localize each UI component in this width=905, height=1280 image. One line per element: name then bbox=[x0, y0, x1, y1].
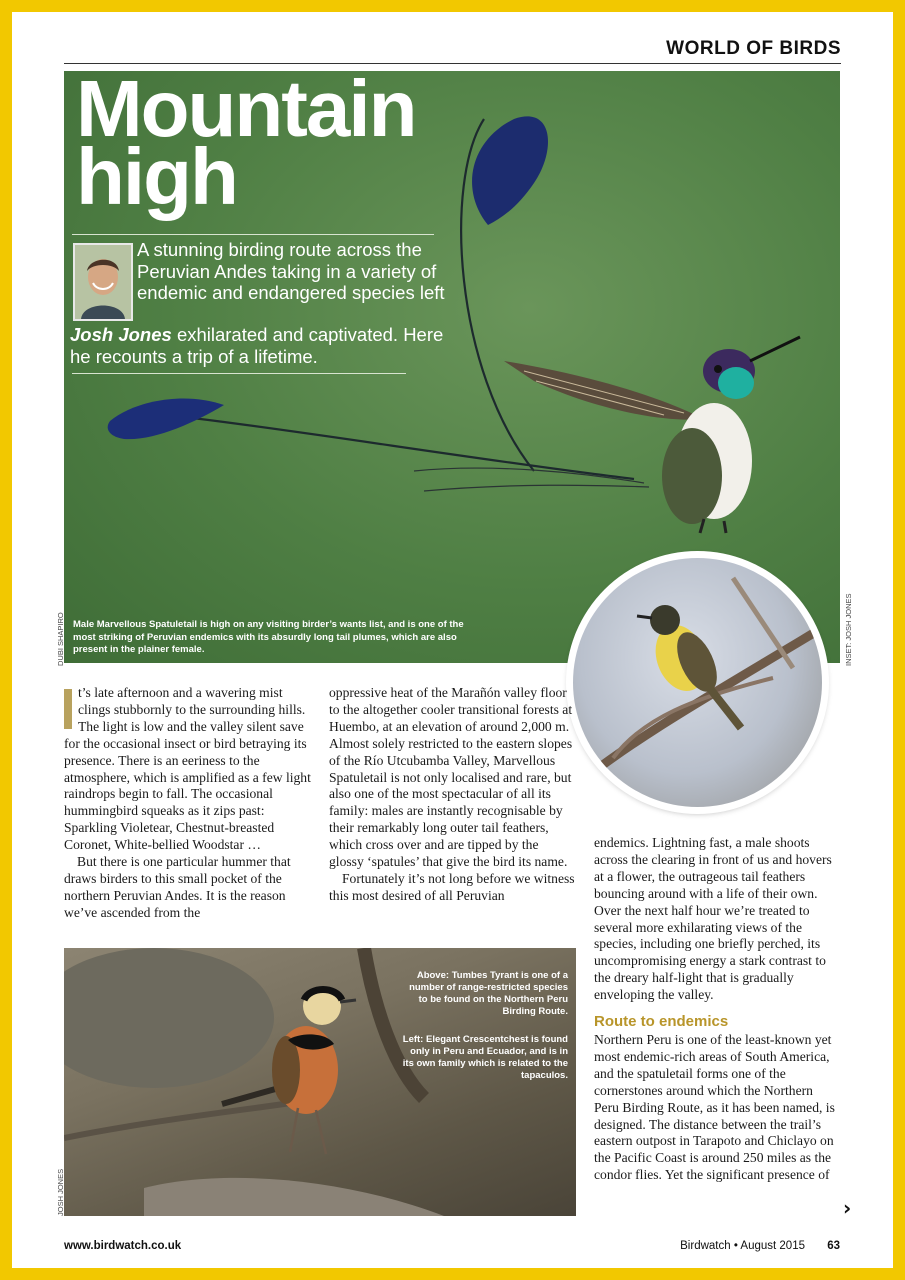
caption-above-label: Above: bbox=[416, 970, 450, 981]
caption-left-text: Elegant Crescentchest is found only in Peru and Ecuador, and is in its own family which is related to the tapaculos. bbox=[402, 1034, 568, 1081]
standfirst-top-rule bbox=[72, 234, 434, 235]
caption-above bbox=[400, 970, 568, 1018]
inset-photo bbox=[573, 558, 822, 807]
hero-credit: DUBI SHAPIRO bbox=[56, 612, 65, 666]
body-column-2 bbox=[329, 685, 576, 905]
footer-issue: Birdwatch • August 2015 bbox=[680, 1240, 805, 1252]
page-number: 63 bbox=[827, 1240, 840, 1252]
drop-cap-mark bbox=[64, 689, 72, 729]
footer-url: www.birdwatch.co.uk bbox=[64, 1240, 182, 1252]
section-tag: WORLD OF BIRDS bbox=[666, 38, 841, 59]
standfirst: A stunning birding route across the Peruvian Andes taking in a variety of endemic and endangered species left bbox=[137, 239, 445, 303]
caption-left bbox=[400, 1034, 568, 1082]
body-column-3 bbox=[594, 835, 841, 1184]
standfirst-byline bbox=[70, 324, 445, 367]
author-avatar bbox=[73, 243, 133, 321]
standfirst-bottom-rule bbox=[72, 373, 406, 374]
column3-paragraph-1: endemics. Lightning fast, a male shoots across the clearing in front of us and hovers at a flower, the outrageous tail feathers bouncing around with a life of their own. Over the next half hour we’re treated to several more exhilarating views of the species, including one briefly perched, its uncompromising energy a stark contrast to the dreary half-light that is gradually enveloping the valley. bbox=[594, 835, 832, 1003]
column1-paragraph-2: But there is one particular hummer that draws birders to this small pocket of the northern Peruvian Andes. It is the reason we’ve ascended from the bbox=[64, 854, 291, 920]
header-rule bbox=[64, 63, 841, 64]
body-column-1 bbox=[64, 685, 311, 922]
column2-paragraph-1: oppressive heat of the Marañón valley floor to the altogether cooler transitional forests at Huembo, at an elevation of around 2,000 m. Almost solely restricted to the eastern slopes of the Río Utcubamba Valley, Marvellous Spatuletail is not only localised and rare, but also one of the most spectacular of all its family: males are instantly recognisable by their remarkably long outer tail feathers, which cross over and are tipped by the glossy ‘spatules’ that give the bird its name. bbox=[329, 685, 573, 870]
photo2-credit: JOSH JONES bbox=[56, 1168, 65, 1216]
subheading: Route to endemics bbox=[594, 1013, 729, 1031]
tyrant-illustration bbox=[573, 558, 822, 807]
inset-credit: INSET: JOSH JONES bbox=[844, 593, 853, 666]
title-line-1: Mountain bbox=[76, 71, 416, 153]
column2-paragraph-2: Fortunately it’s not long before we witness this most desired of all Peruvian bbox=[329, 870, 575, 903]
hero-caption: Male Marvellous Spatuletail is high on any visiting birder’s wants list, and is one of the most striking of Peruvian endemics with its absurdly long tail plumes, which are also present in the plainer female. bbox=[73, 619, 464, 655]
magazine-page bbox=[12, 12, 893, 1268]
inset-photo-circle bbox=[568, 553, 827, 812]
crescentchest-photo bbox=[64, 948, 576, 1216]
title-line-2: high bbox=[76, 132, 237, 221]
next-page-arrow-icon: › bbox=[843, 1196, 852, 1220]
column1-paragraph-1: t’s late afternoon and a wavering mist clings stubbornly to the surrounding hills. The light is low and the valley silent save for the occasional insect or bird betraying its presence. There is an eeriness to the atmosphere, which is amplified as a few light raindrops begin to fall. The occasional hummingbird squeaks as it zips past: Sparkling Violetear, Chestnut-breasted Coronet, White-bellied Woodstar … bbox=[64, 685, 311, 853]
article-title bbox=[76, 71, 416, 221]
caption-above-text: Tumbes Tyrant is one of a number of range-restricted species to be found on the Northern Peru Birding Route. bbox=[409, 970, 568, 1017]
column3-paragraph-2: Northern Peru is one of the least-known yet most endemic-rich areas of South America, and the spatuletail forms one of the cornerstones around which the Northern Peru Birding Route, as it has been named, is designed. The distance between the trail’s eastern outpost in Tarapoto and Chiclayo on the Pacific Coast is around 250 miles as the condor flies. Yet the significant presence of bbox=[594, 1031, 835, 1183]
author-portrait bbox=[75, 245, 131, 319]
caption-left-label: Left: bbox=[402, 1034, 424, 1045]
standfirst-end: exhilarated and captivated. Here he recounts a trip of a lifetime. bbox=[70, 324, 444, 367]
author-name: Josh Jones bbox=[70, 324, 172, 345]
